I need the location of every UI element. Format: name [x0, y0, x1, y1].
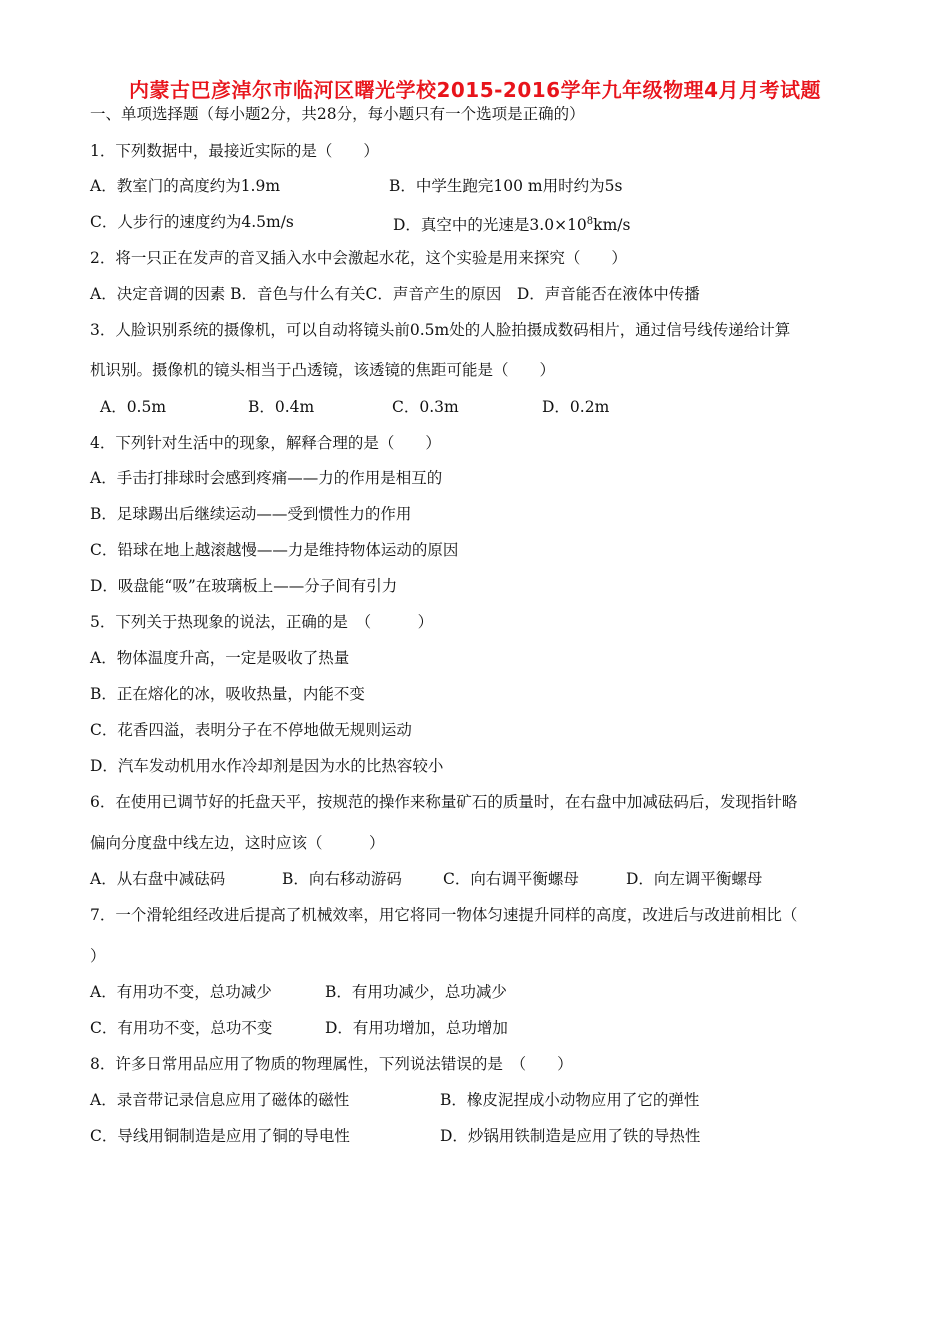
q7-option-a: A．有用功不变，总功减少	[90, 983, 272, 1001]
question-3-stem-line2: 机识别。摄像机的镜头相当于凸透镜，该透镜的焦距可能是（ ）	[90, 361, 556, 379]
q1-option-a: A．教室门的高度约为1.9m	[90, 177, 281, 195]
q3-option-c: C．0.3m	[392, 398, 459, 416]
exam-title: 内蒙古巴彦淖尔市临河区曙光学校2015-2016学年九年级物理4月月考试题	[128, 78, 822, 102]
q3-option-b: B．0.4m	[248, 398, 315, 416]
q8-option-b: B．橡皮泥捏成小动物应用了它的弹性	[440, 1091, 700, 1109]
q1-option-b: B．中学生跑完100 m用时约为5s	[389, 177, 623, 195]
q7-option-b: B．有用功减少，总功减少	[325, 983, 507, 1001]
q6-option-b: B．向右移动游码	[282, 870, 402, 888]
q2-options: A．决定音调的因素 B．音色与什么有关C．声音产生的原因 D．声音能否在液体中传播	[90, 285, 700, 303]
question-5-stem: 5．下列关于热现象的说法，正确的是 （ ）	[90, 613, 434, 631]
section-heading: 一、单项选择题（每小题2分，共28分，每小题只有一个选项是正确的）	[90, 105, 585, 123]
q3-option-a: A．0.5m	[100, 398, 167, 416]
question-8-stem: 8．许多日常用品应用了物质的物理属性，下列说法错误的是 （ ）	[90, 1055, 573, 1073]
q8-option-c: C．导线用铜制造是应用了铜的导电性	[90, 1127, 350, 1145]
q7-option-d: D．有用功增加，总功增加	[325, 1019, 508, 1037]
q4-option-a: A．手击打排球时会感到疼痛——力的作用是相互的	[90, 469, 443, 487]
q4-option-c: C．铅球在地上越滚越慢——力是维持物体运动的原因	[90, 541, 459, 559]
q5-option-b: B．正在熔化的冰，吸收热量，内能不变	[90, 685, 365, 703]
q1-option-c: C．人步行的速度约为4.5m/s	[90, 213, 294, 231]
question-7-stem-line1: 7．一个滑轮组经改进后提高了机械效率，用它将同一物体匀速提升同样的高度，改进后与改进前相比（	[90, 906, 798, 924]
q3-option-d: D．0.2m	[542, 398, 610, 416]
q4-option-d: D．吸盘能“吸”在玻璃板上——分子间有引力	[90, 577, 398, 595]
question-7-stem-line2: ）	[90, 947, 106, 965]
question-1-stem: 1．下列数据中，最接近实际的是（ ）	[90, 142, 379, 160]
question-4-stem: 4．下列针对生活中的现象，解释合理的是（ ）	[90, 434, 441, 452]
question-2-stem: 2．将一只正在发声的音叉插入水中会激起水花，这个实验是用来探究（ ）	[90, 249, 627, 267]
q5-option-a: A．物体温度升高，一定是吸收了热量	[90, 649, 350, 667]
question-6-stem-line1: 6．在使用已调节好的托盘天平，按规范的操作来称量矿石的质量时，在右盘中加减砝码后，发现指针略	[90, 793, 798, 811]
q5-option-d: D．汽车发动机用水作冷却剂是因为水的比热容较小	[90, 757, 444, 775]
q8-option-a: A．录音带记录信息应用了磁体的磁性	[90, 1091, 350, 1109]
question-6-stem-line2: 偏向分度盘中线左边，这时应该（ ）	[90, 834, 385, 852]
question-3-stem-line1: 3．人脸识别系统的摄像机，可以自动将镜头前0.5m处的人脸拍摄成数码相片，通过信号线传递给计算	[90, 321, 791, 339]
q6-option-d: D．向左调平衡螺母	[626, 870, 763, 888]
q7-option-c: C．有用功不变，总功不变	[90, 1019, 273, 1037]
q6-option-c: C．向右调平衡螺母	[443, 870, 579, 888]
q5-option-c: C．花香四溢，表明分子在不停地做无规则运动	[90, 721, 412, 739]
q1-option-d: D．真空中的光速是$3.0\times 10^8km/s$	[393, 216, 631, 235]
q4-option-b: B．足球踢出后继续运动——受到惯性力的作用	[90, 505, 412, 523]
q8-option-d: D．炒锅用铁制造是应用了铁的导热性	[440, 1127, 701, 1145]
q6-option-a: A．从右盘中减砝码	[90, 870, 226, 888]
